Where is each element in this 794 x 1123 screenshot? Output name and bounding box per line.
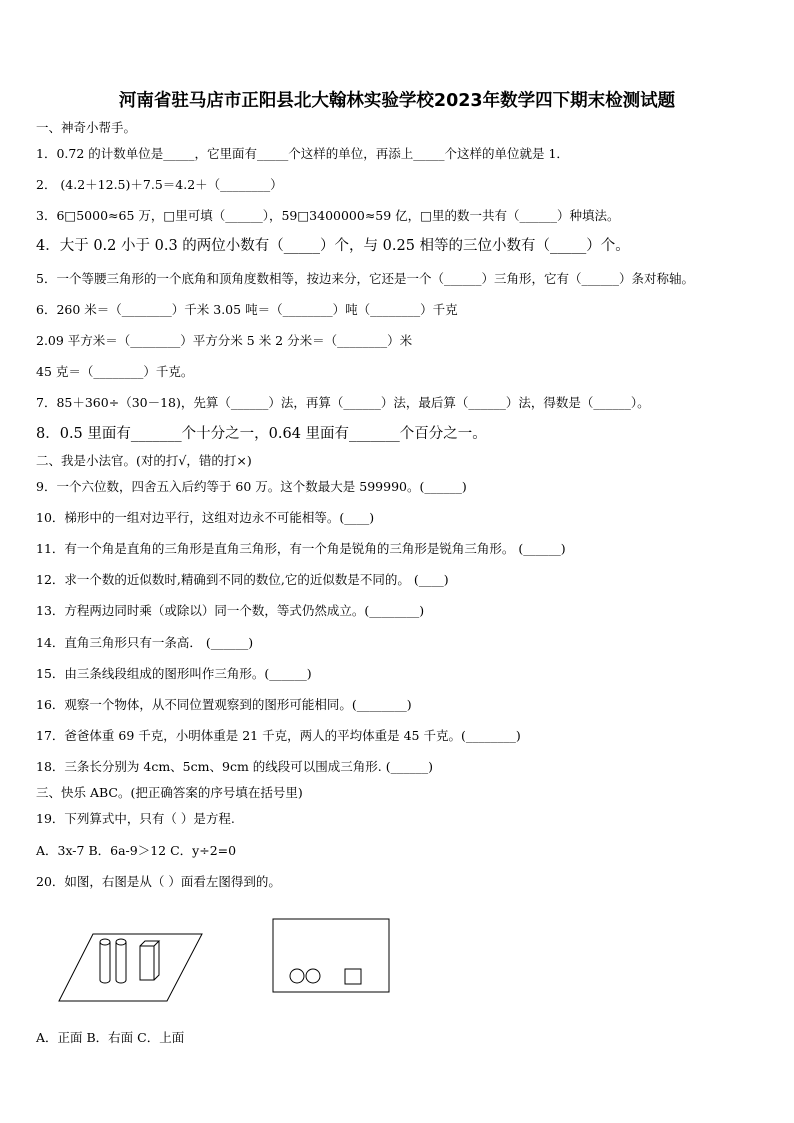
question-20: 20．如图，右图是从（ ）面看左图得到的。	[36, 874, 281, 889]
section-2-heading: 二、我是小法官。(对的打√，错的打×)	[36, 453, 252, 468]
question-6-part-a: 6．260 米＝（________）千米 3.05 吨＝（________）吨（________）千克	[36, 302, 458, 317]
view-frame	[273, 919, 389, 992]
question-7: 7．85＋360÷（30－18)，先算（______）法，再算（______）法，最后算（______）法，得数是（______）。	[36, 395, 650, 410]
cuboid	[140, 941, 159, 980]
page-title: 河南省驻马店市正阳县北大翰林实验学校2023年数学四下期末检测试题	[118, 91, 676, 111]
view-circle-2	[306, 969, 320, 983]
section-1-heading: 一、神奇小帮手。	[36, 120, 137, 135]
question-8: 8．0.5 里面有_______个十分之一，0.64 里面有_______个百分之一。	[36, 426, 487, 442]
question-19-options: A．3x-7 B．6a-9＞12 C．y÷2=0	[36, 843, 237, 858]
view-circle-1	[290, 969, 304, 983]
question-6-part-b: 2.09 平方米＝（________）平方分米 5 米 2 分米＝（________）米	[36, 333, 413, 348]
base-parallelogram	[59, 934, 202, 1001]
question-11: 11．有一个角是直角的三角形是直角三角形，有一个角是锐角的三角形是锐角三角形。 (______)	[36, 541, 566, 556]
cylinder-1	[100, 939, 110, 983]
question-19: 19．下列算式中，只有（ ）是方程.	[36, 811, 235, 826]
question-12: 12．求一个数的近似数时,精确到不同的数位,它的近似数是不同的。 (____)	[36, 572, 449, 587]
question-1: 1．0.72 的计数单位是_____，它里面有_____个这样的单位，再添上_____个这样的单位就是 1．	[36, 146, 569, 161]
view-figure	[272, 918, 392, 994]
question-17: 17．爸爸体重 69 千克，小明体重是 21 千克，两人的平均体重是 45 千克。(________)	[36, 728, 521, 743]
question-15: 15．由三条线段组成的图形叫作三角形。(______)	[36, 666, 312, 681]
question-16: 16．观察一个物体，从不同位置观察到的图形可能相同。(________)	[36, 697, 412, 712]
question-20-options: A．正面 B．右面 C．上面	[36, 1030, 185, 1045]
view-square	[345, 969, 361, 984]
section-3-heading: 三、快乐 ABC。(把正确答案的序号填在括号里)	[36, 785, 303, 800]
question-3: 3．6□5000≈65 万，□里可填（______），59□3400000≈59 亿，□里的数一共有（______）种填法。	[36, 208, 620, 223]
question-4: 4．大于 0.2 小于 0.3 的两位小数有（_____）个，与 0.25 相等的三位小数有（_____）个。	[36, 238, 630, 254]
question-5: 5．一个等腰三角形的一个底角和顶角度数相等，按边来分，它还是一个（______）三角形，它有（______）条对称轴。	[36, 271, 694, 286]
question-9: 9．一个六位数，四舍五入后约等于 60 万。这个数最大是 599990。(______)	[36, 479, 467, 494]
question-18: 18．三条长分别为 4cm、5cm、9cm 的线段可以围成三角形. (______)	[36, 759, 433, 774]
question-6-part-c: 45 克＝（________）千克。	[36, 364, 194, 379]
question-13: 13．方程两边同时乘（或除以）同一个数，等式仍然成立。(________)	[36, 603, 425, 618]
question-14: 14．直角三角形只有一条高． (______)	[36, 635, 254, 650]
question-10: 10．梯形中的一组对边平行，这组对边永不可能相等。(____)	[36, 510, 375, 525]
solids-figure	[55, 930, 205, 1005]
cylinder-2	[116, 939, 126, 983]
question-2: 2． (4.2＋12.5)＋7.5＝4.2＋（________）	[36, 177, 283, 192]
